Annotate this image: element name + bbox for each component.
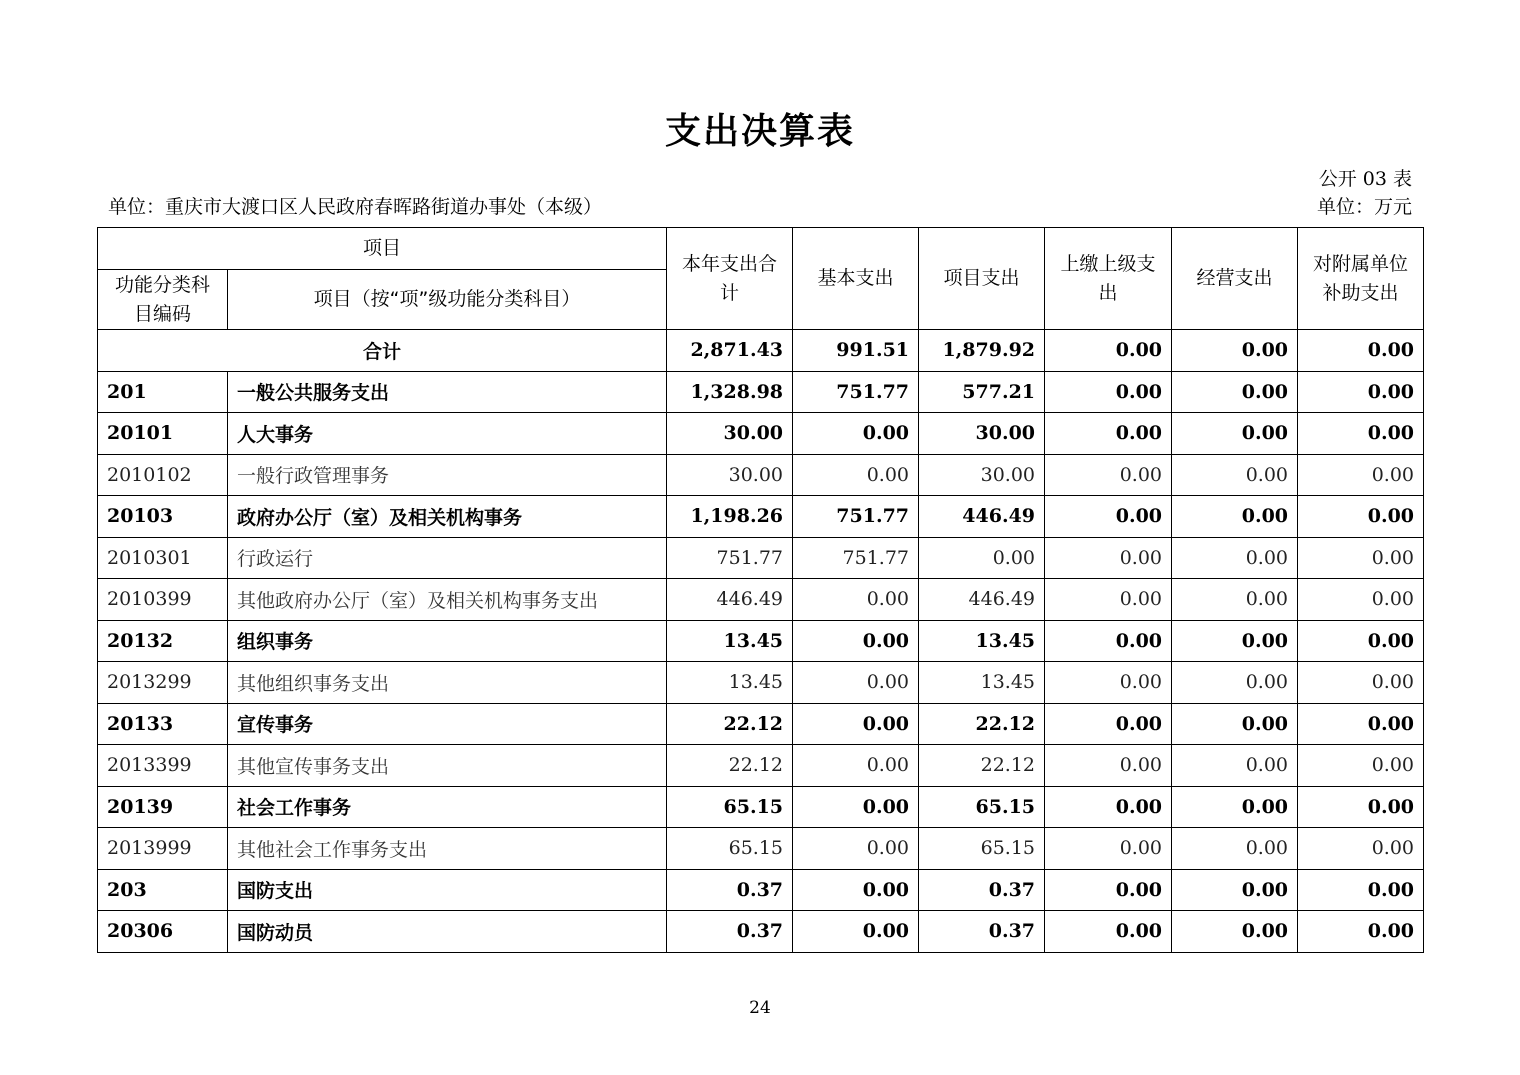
row-value: 0.00 — [1045, 828, 1172, 870]
row-value: 13.45 — [667, 620, 793, 662]
row-code: 20101 — [98, 413, 228, 455]
row-value: 0.00 — [793, 786, 919, 828]
row-value: 1,328.98 — [667, 371, 793, 413]
row-value: 0.00 — [793, 869, 919, 911]
header-subsidy: 对附属单位补助支出 — [1298, 228, 1424, 330]
row-value: 22.12 — [667, 745, 793, 787]
row-value: 0.00 — [1172, 745, 1298, 787]
row-value: 0.37 — [667, 869, 793, 911]
table-row — [98, 745, 1424, 787]
row-value: 0.00 — [1045, 911, 1172, 953]
table-row — [98, 703, 1424, 745]
row-value: 0.00 — [1172, 786, 1298, 828]
total-value: 0.00 — [1045, 330, 1172, 372]
row-value: 0.00 — [919, 537, 1045, 579]
row-value: 0.00 — [1172, 869, 1298, 911]
table-row — [98, 413, 1424, 455]
header-total: 本年支出合计 — [667, 228, 793, 330]
table-row — [98, 786, 1424, 828]
table-row — [98, 496, 1424, 538]
row-value: 22.12 — [919, 745, 1045, 787]
table-row — [98, 662, 1424, 704]
row-value: 0.00 — [1045, 620, 1172, 662]
row-name: 社会工作事务 — [228, 786, 667, 828]
row-name: 其他社会工作事务支出 — [228, 828, 667, 870]
row-name: 其他政府办公厅（室）及相关机构事务支出 — [228, 579, 667, 621]
row-value: 0.00 — [1298, 371, 1424, 413]
row-value: 0.00 — [1298, 703, 1424, 745]
row-value: 0.00 — [1172, 911, 1298, 953]
header-business: 经营支出 — [1172, 228, 1298, 330]
row-value: 0.00 — [1298, 620, 1424, 662]
row-value: 0.00 — [1172, 454, 1298, 496]
row-name: 国防支出 — [228, 869, 667, 911]
row-code: 2010102 — [98, 454, 228, 496]
row-value: 0.00 — [1298, 579, 1424, 621]
row-value: 0.00 — [1045, 454, 1172, 496]
row-code: 20133 — [98, 703, 228, 745]
total-value: 991.51 — [793, 330, 919, 372]
row-value: 0.00 — [793, 703, 919, 745]
total-label: 合计 — [98, 330, 667, 372]
row-name: 行政运行 — [228, 537, 667, 579]
row-value: 0.00 — [1045, 786, 1172, 828]
row-value: 0.00 — [1045, 745, 1172, 787]
row-code: 2013999 — [98, 828, 228, 870]
row-value: 446.49 — [667, 579, 793, 621]
row-code: 201 — [98, 371, 228, 413]
row-value: 30.00 — [919, 454, 1045, 496]
row-value: 0.00 — [1045, 413, 1172, 455]
row-value: 0.37 — [919, 869, 1045, 911]
row-code: 20139 — [98, 786, 228, 828]
total-value: 0.00 — [1172, 330, 1298, 372]
row-value: 0.00 — [793, 828, 919, 870]
total-row — [98, 330, 1424, 372]
row-value: 0.00 — [793, 662, 919, 704]
row-value: 0.00 — [1172, 579, 1298, 621]
row-value: 65.15 — [667, 786, 793, 828]
row-value: 446.49 — [919, 579, 1045, 621]
total-value: 0.00 — [1298, 330, 1424, 372]
row-value: 22.12 — [667, 703, 793, 745]
total-value: 2,871.43 — [667, 330, 793, 372]
row-value: 0.00 — [1298, 786, 1424, 828]
row-code: 20132 — [98, 620, 228, 662]
row-value: 0.00 — [1045, 537, 1172, 579]
row-value: 0.00 — [1298, 537, 1424, 579]
form-number: 公开 03 表 — [1318, 168, 1412, 190]
table-row — [98, 454, 1424, 496]
row-value: 751.77 — [793, 371, 919, 413]
row-name: 一般行政管理事务 — [228, 454, 667, 496]
table-row — [98, 620, 1424, 662]
row-value: 751.77 — [793, 496, 919, 538]
row-value: 13.45 — [667, 662, 793, 704]
row-value: 65.15 — [919, 828, 1045, 870]
row-value: 13.45 — [919, 620, 1045, 662]
row-value: 0.00 — [1172, 703, 1298, 745]
row-value: 0.00 — [793, 911, 919, 953]
row-code: 203 — [98, 869, 228, 911]
header-upper: 上缴上级支出 — [1045, 228, 1172, 330]
row-value: 0.00 — [1045, 662, 1172, 704]
row-value: 13.45 — [919, 662, 1045, 704]
row-value: 0.00 — [1298, 828, 1424, 870]
row-value: 0.00 — [1172, 371, 1298, 413]
row-value: 0.00 — [793, 745, 919, 787]
row-name: 其他宣传事务支出 — [228, 745, 667, 787]
row-value: 751.77 — [793, 537, 919, 579]
total-value: 1,879.92 — [919, 330, 1045, 372]
row-name: 人大事务 — [228, 413, 667, 455]
row-name: 宣传事务 — [228, 703, 667, 745]
page-title: 支出决算表 — [664, 111, 855, 152]
row-code: 20306 — [98, 911, 228, 953]
row-value: 0.00 — [1045, 496, 1172, 538]
row-value: 0.00 — [1172, 620, 1298, 662]
header-item: 项目 — [98, 228, 667, 270]
row-value: 0.00 — [1045, 579, 1172, 621]
row-value: 1,198.26 — [667, 496, 793, 538]
row-value: 0.00 — [1172, 537, 1298, 579]
row-name: 一般公共服务支出 — [228, 371, 667, 413]
row-value: 577.21 — [919, 371, 1045, 413]
row-value: 65.15 — [919, 786, 1045, 828]
currency-unit: 单位：万元 — [1316, 196, 1412, 218]
page-number: 24 — [749, 998, 771, 1018]
row-value: 30.00 — [667, 454, 793, 496]
table-row — [98, 869, 1424, 911]
row-value: 0.00 — [1045, 371, 1172, 413]
row-value: 0.00 — [793, 413, 919, 455]
row-name: 其他组织事务支出 — [228, 662, 667, 704]
row-value: 0.37 — [919, 911, 1045, 953]
header-name: 项目（按“项”级功能分类科目） — [228, 270, 667, 330]
row-name: 政府办公厅（室）及相关机构事务 — [228, 496, 667, 538]
organization-unit: 单位：重庆市大渡口区人民政府春晖路街道办事处（本级） — [108, 196, 603, 218]
row-value: 22.12 — [919, 703, 1045, 745]
table-row — [98, 537, 1424, 579]
row-code: 2010301 — [98, 537, 228, 579]
row-value: 0.00 — [1045, 703, 1172, 745]
row-code: 2010399 — [98, 579, 228, 621]
row-value: 0.00 — [1298, 662, 1424, 704]
row-value: 30.00 — [919, 413, 1045, 455]
row-value: 0.00 — [793, 620, 919, 662]
row-code: 2013299 — [98, 662, 228, 704]
table-row — [98, 911, 1424, 953]
row-name: 组织事务 — [228, 620, 667, 662]
row-value: 0.00 — [1298, 911, 1424, 953]
table-row — [98, 579, 1424, 621]
row-value: 0.37 — [667, 911, 793, 953]
expenditure-table — [97, 227, 1424, 953]
row-name: 国防动员 — [228, 911, 667, 953]
row-value: 0.00 — [1172, 496, 1298, 538]
row-value: 0.00 — [1172, 828, 1298, 870]
row-value: 0.00 — [1298, 745, 1424, 787]
row-value: 0.00 — [1298, 413, 1424, 455]
row-value: 0.00 — [793, 579, 919, 621]
header-project: 项目支出 — [919, 228, 1045, 330]
row-value: 0.00 — [1298, 496, 1424, 538]
row-code: 2013399 — [98, 745, 228, 787]
row-value: 65.15 — [667, 828, 793, 870]
row-value: 0.00 — [1172, 662, 1298, 704]
row-value: 0.00 — [1298, 454, 1424, 496]
header-code: 功能分类科目编码 — [98, 270, 228, 330]
row-value: 0.00 — [1045, 869, 1172, 911]
row-value: 0.00 — [793, 454, 919, 496]
row-value: 0.00 — [1298, 869, 1424, 911]
row-value: 751.77 — [667, 537, 793, 579]
row-value: 30.00 — [667, 413, 793, 455]
table-row — [98, 371, 1424, 413]
row-value: 446.49 — [919, 496, 1045, 538]
header-basic: 基本支出 — [793, 228, 919, 330]
row-code: 20103 — [98, 496, 228, 538]
table-row — [98, 828, 1424, 870]
row-value: 0.00 — [1172, 413, 1298, 455]
